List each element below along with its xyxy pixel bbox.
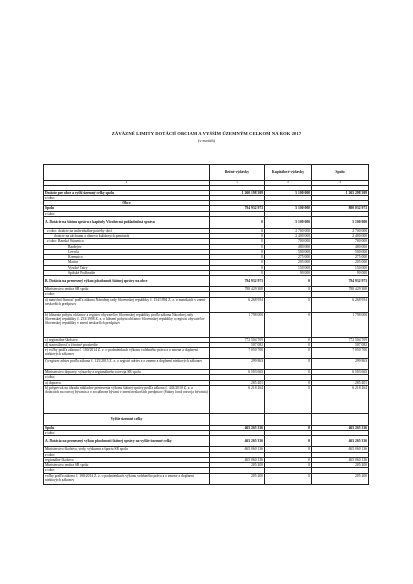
table-header-row <box>44 165 369 181</box>
current-expenses-cell: 205 200 <box>210 463 265 468</box>
total-cell: 788 429 308 <box>312 287 369 292</box>
row-label: Ministerstvo dopravy, výstavby a regionálneho rozvoja SR spolu <box>44 370 210 375</box>
current-expenses-cell: 1 798 000 <box>210 312 265 337</box>
capital-expenses-cell <box>265 413 312 425</box>
column-index-cell: a <box>44 181 210 186</box>
row-label: A. Dotácie na štátnu správu z kapitoly Všeobecná pokladničná správa <box>44 216 210 228</box>
total-cell: 800 032 973 <box>312 206 369 211</box>
capital-expenses-cell: 5 100 000 <box>265 190 312 195</box>
current-expenses-cell: 6 268 954 <box>210 297 265 312</box>
row-label: f) register adries podľa zákona č. 125/2015 Z. z. o registri adries a o zmene a doplnení niektorých zákonov <box>44 359 210 370</box>
current-expenses-cell: 465 060 136 <box>210 457 265 462</box>
row-label: Spolu <box>44 206 210 211</box>
total-cell: 794 932 973 <box>312 276 369 287</box>
capital-expenses-cell: 0 <box>265 297 312 312</box>
capital-expenses-cell: 480 000 <box>265 244 312 249</box>
current-expenses-cell: 507 082 <box>210 342 265 347</box>
total-cell: 2 700 000 <box>312 228 369 233</box>
current-expenses-cell: 794 932 973 <box>210 276 265 287</box>
capital-expenses-cell: 0 <box>265 385 312 413</box>
row-label: Kremnica <box>44 255 210 260</box>
current-expenses-cell: 794 932 973 <box>210 206 265 211</box>
current-expenses-cell: 7 050 700 <box>210 348 265 359</box>
current-expenses-cell: 299 863 <box>210 359 265 370</box>
total-cell: 5 100 000 <box>312 216 369 228</box>
row-label: dotácie na záchranu a obnovu kultúrnych pamiatok <box>44 234 210 239</box>
capital-expenses-cell: 150 000 <box>265 265 312 270</box>
row-label: Levoča <box>44 249 210 254</box>
total-cell: 299 863 <box>312 359 369 370</box>
row-label: Martin <box>44 260 210 265</box>
column-header-total: Spolu <box>312 165 369 181</box>
table-row <box>44 276 369 287</box>
capital-expenses-cell: 0 <box>265 457 312 462</box>
table-row <box>44 436 369 447</box>
total-cell: 500 000 <box>312 249 369 254</box>
current-expenses-cell <box>210 413 265 425</box>
row-label: Ministerstvo školstva, vedy, výskumu a športu SR spolu <box>44 447 210 452</box>
capital-expenses-cell: 0 <box>265 447 312 452</box>
current-expenses-cell: 0 <box>210 228 265 233</box>
row-label: Vyššie územné celky <box>44 413 210 425</box>
column-header-current-expenses: Bežné výdavky <box>210 165 265 181</box>
row-label: voľby podľa zákona č. 180/2014 Z. z. o podmienkach výkonu volebného práva a o zmene a doplnení niektorých zákonov <box>44 473 210 484</box>
total-cell: 6 268 954 <box>312 297 369 312</box>
current-expenses-cell: 0 <box>210 234 265 239</box>
capital-expenses-cell: 5 100 000 <box>265 216 312 228</box>
capital-expenses-cell: 0 <box>265 370 312 375</box>
capital-expenses-cell: 0 <box>265 436 312 447</box>
limits-table <box>43 164 369 485</box>
row-label: regionálne školstvo <box>44 457 210 462</box>
row-label: z toho: <box>44 468 210 473</box>
row-label: Spolu <box>44 425 210 430</box>
row-label: Vysoké Tatry <box>44 265 210 270</box>
current-expenses-cell: 0 <box>210 265 265 270</box>
total-cell: 700 000 <box>312 239 369 244</box>
row-label: c) regionálne školstvo <box>44 337 210 342</box>
row-label: e) voľby podľa zákona č. 180/2014 Z. z. o podmienkach výkonu volebného práva a o zmene a doplnení niektorých zákonov <box>44 348 210 359</box>
row-label: z toho: <box>44 195 210 200</box>
row-label: d) starostlivosť o životné prostredie <box>44 342 210 347</box>
total-cell: 2 400 000 <box>312 234 369 239</box>
current-expenses-cell: 0 <box>210 249 265 254</box>
current-expenses-cell: 6 503 665 <box>210 370 265 375</box>
capital-expenses-cell: 275 000 <box>265 255 312 260</box>
total-cell: 6 503 665 <box>312 370 369 375</box>
document-title: ZÁVÄZNÉ LIMITY DOTÁCIÍ OBCIAM A VYŠŠÍM ÚZEMNÝM CELKOM NA ROK 2017 <box>111 131 302 136</box>
row-label: b) hlásenie pobytu občanov a register obyvateľov Slovenskej republiky podľa zákona Národnej rady Slovenskej republiky č. 253/1998 Z. z. o hlásení pobytu občanov Slovenskej republiky a registri obyvateľov Slovenskej republiky v znení neskorších predpisov <box>44 312 210 337</box>
table-row <box>44 312 369 337</box>
row-label: A. Dotácia na prenesený výkon pôsobnosti štátnej správy na vyššie územné celky <box>44 436 210 447</box>
total-cell: 150 000 <box>312 265 369 270</box>
capital-expenses-cell: 0 <box>265 425 312 430</box>
row-label: a) matričná činnosť podľa zákona Národnej rady Slovenskej republiky č. 154/1994 Z. z. o matrikách v znení neskorších predpisov <box>44 297 210 312</box>
current-expenses-cell: 0 <box>210 239 265 244</box>
row-label: z toho: <box>44 452 210 457</box>
capital-expenses-cell: 700 000 <box>265 239 312 244</box>
current-expenses-cell: 465 265 336 <box>210 436 265 447</box>
table-body <box>44 185 369 484</box>
total-cell: 465 265 336 <box>312 425 369 430</box>
column-index-cell: 3 <box>312 181 369 186</box>
total-cell: 285 401 <box>312 380 369 385</box>
current-expenses-cell: 285 401 <box>210 380 265 385</box>
row-label: z toho: <box>44 375 210 380</box>
capital-expenses-cell: 500 000 <box>265 249 312 254</box>
capital-expenses-cell: 0 <box>265 276 312 287</box>
current-expenses-cell: 465 265 336 <box>210 425 265 430</box>
document-subtitle: (v eurách) <box>197 138 216 143</box>
capital-expenses-cell: 0 <box>265 359 312 370</box>
current-expenses-cell: 465 060 136 <box>210 447 265 452</box>
total-cell: 205 200 <box>312 473 369 484</box>
row-label: a) doprava <box>44 380 210 385</box>
capital-expenses-cell: 0 <box>265 380 312 385</box>
total-cell: 772 504 709 <box>312 337 369 342</box>
row-label: z toho: dotácie na individuálne potreby obcí <box>44 228 210 233</box>
row-label: Spišské Podhradie <box>44 270 210 275</box>
total-cell: 465 265 336 <box>312 436 369 447</box>
total-cell: 480 000 <box>312 244 369 249</box>
total-cell: 275 000 <box>312 255 369 260</box>
current-expenses-cell: 1 260 198 309 <box>210 190 265 195</box>
total-cell: 1 798 000 <box>312 312 369 337</box>
capital-expenses-cell: 2 700 000 <box>265 228 312 233</box>
capital-expenses-cell: 0 <box>265 287 312 292</box>
capital-expenses-cell: 0 <box>265 348 312 359</box>
capital-expenses-cell: 2 400 000 <box>265 234 312 239</box>
table-row <box>44 348 369 359</box>
total-cell: 507 082 <box>312 342 369 347</box>
capital-expenses-cell: 90 000 <box>265 270 312 275</box>
column-index-cell: 2 <box>265 181 312 186</box>
current-expenses-cell: 0 <box>210 270 265 275</box>
row-label: b) príspevok na úhradu nákladov prenesenia výkonu štátnej správy podľa zákona č. 443/2010 Z. z. o dotáciách na rozvoj bývania a o sociálnom bývaní v znení neskorších predpisov (Štátny fond rozvoja bývania) <box>44 385 210 413</box>
row-label: Ministerstvo vnútra SR spolu <box>44 287 210 292</box>
current-expenses-cell: 0 <box>210 255 265 260</box>
current-expenses-cell: 788 429 308 <box>210 287 265 292</box>
current-expenses-cell: 205 200 <box>210 473 265 484</box>
capital-expenses-cell: 0 <box>265 473 312 484</box>
total-cell: 465 060 136 <box>312 447 369 452</box>
total-cell: 6 218 264 <box>312 385 369 413</box>
capital-expenses-cell: 0 <box>265 342 312 347</box>
capital-expenses-cell: 5 100 000 <box>265 206 312 211</box>
table-row <box>44 216 369 228</box>
row-label: z toho: <box>44 211 210 216</box>
total-cell: 205 200 <box>312 463 369 468</box>
current-expenses-cell: 6 218 264 <box>210 385 265 413</box>
capital-expenses-cell: 0 <box>265 463 312 468</box>
capital-expenses-cell: 0 <box>265 312 312 337</box>
row-label: z toho: <box>44 292 210 297</box>
column-header-capital-expenses: Kapitálové výdavky <box>265 165 312 181</box>
row-label: Bardejov <box>44 244 210 249</box>
total-cell: 1 265 298 309 <box>312 190 369 195</box>
table-row <box>44 473 369 484</box>
row-label: Dotácie pre obce a vyšší územný celky spolu <box>44 190 210 195</box>
current-expenses-cell: 772 504 709 <box>210 337 265 342</box>
table-row <box>44 359 369 370</box>
capital-expenses-cell: 0 <box>265 337 312 342</box>
table-row <box>44 297 369 312</box>
row-label: z toho: Banská Štiavnica <box>44 239 210 244</box>
table-row <box>44 413 369 425</box>
current-expenses-cell: 0 <box>210 244 265 249</box>
total-cell: 205 000 <box>312 260 369 265</box>
total-cell: 465 060 136 <box>312 457 369 462</box>
current-expenses-cell: 0 <box>210 216 265 228</box>
row-label: Obce <box>44 201 210 206</box>
row-label: B. Dotácia na prenesený výkon pôsobnosti štátnej správy na obce <box>44 276 210 287</box>
column-index-cell: 1 <box>210 181 265 186</box>
total-cell: 7 050 700 <box>312 348 369 359</box>
capital-expenses-cell: 205 000 <box>265 260 312 265</box>
total-cell: 90 000 <box>312 270 369 275</box>
column-header-label <box>44 165 210 181</box>
current-expenses-cell: 0 <box>210 260 265 265</box>
table-row <box>44 385 369 413</box>
row-label: z toho: <box>44 431 210 436</box>
total-cell <box>312 413 369 425</box>
row-label: Ministerstvo vnútra SR spolu <box>44 463 210 468</box>
